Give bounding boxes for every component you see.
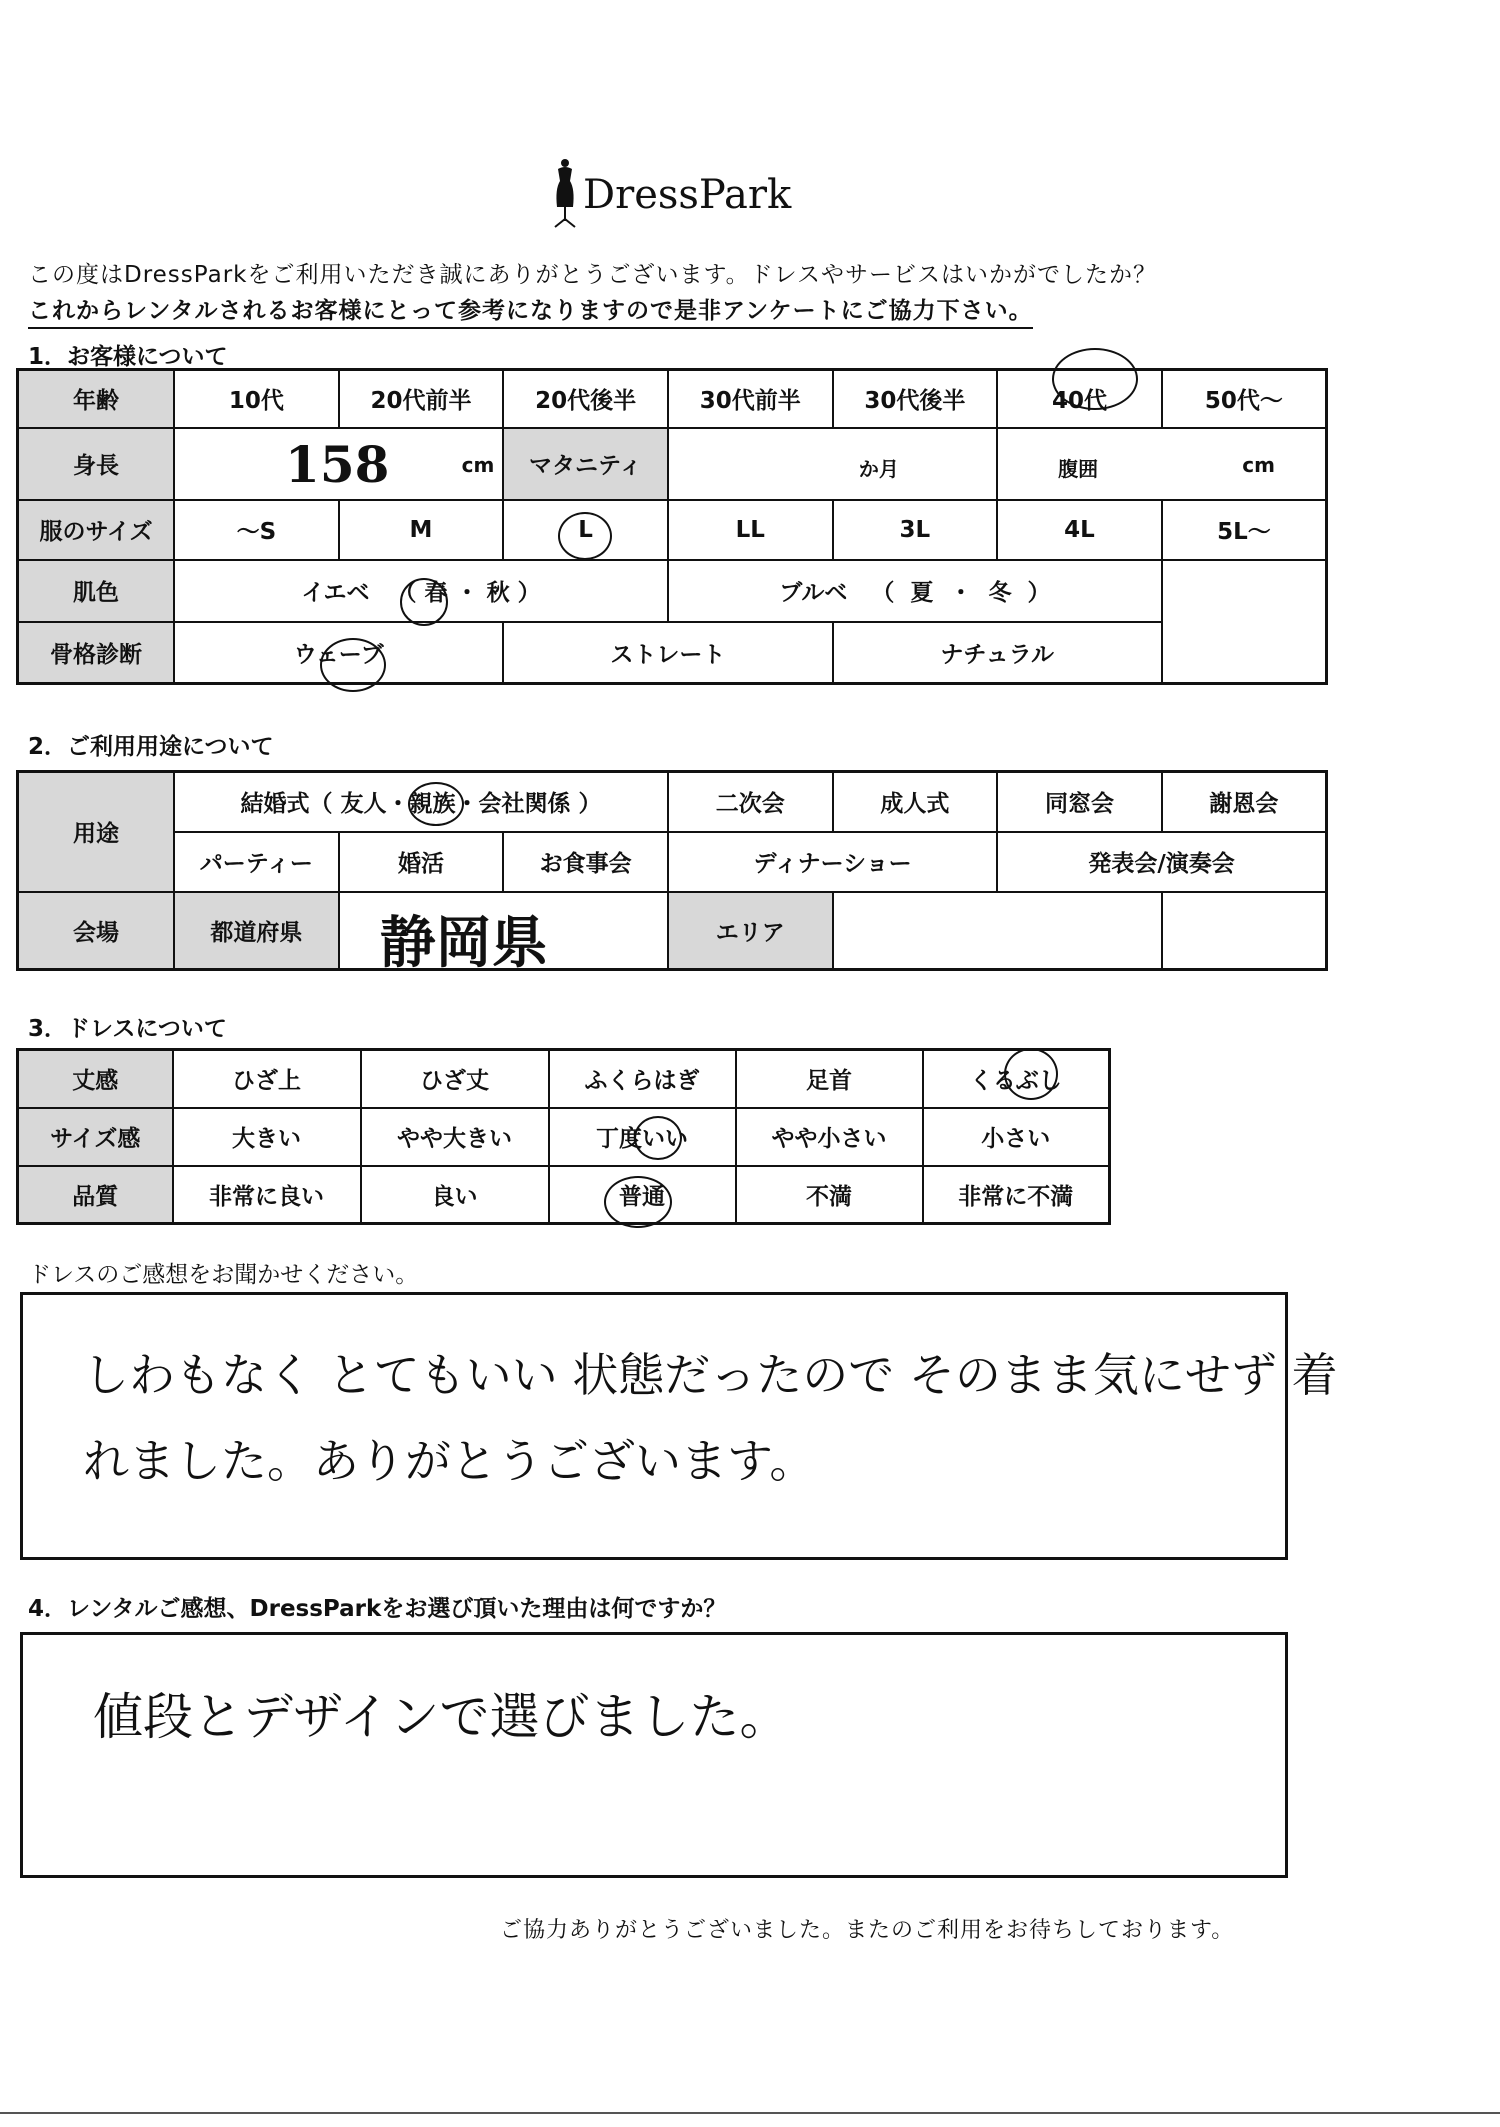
skeleton-label: 骨格診断 (18, 622, 175, 684)
skeleton-option-wave[interactable]: ウェーブ (174, 622, 503, 684)
impressions-prompt: ドレスのご感想をお聞かせください。 (28, 1262, 419, 1288)
height-field[interactable] (174, 428, 503, 500)
skeleton-blank-cell (1162, 622, 1327, 684)
dress-table (16, 1048, 1111, 1225)
age-option-late-20s[interactable]: 20代後半 (503, 370, 668, 428)
impressions-line-1: しわもなく とてもいい 状態だったので そのまま気にせず 着 (83, 1348, 1338, 1402)
length-option-knee[interactable]: ひざ丈 (361, 1050, 549, 1108)
skin-blank-cell (1162, 560, 1327, 622)
reason-answer: 値段とデザインで選びました。 (93, 1688, 790, 1746)
section-4-title: 4．レンタルご感想、DressParkをお選び頂いた理由は何ですか？ (28, 1596, 727, 1622)
prefecture-value: 静岡県 (379, 909, 548, 970)
skin-blue-close-paren: ） (1027, 580, 1051, 606)
quality-label: 品質 (18, 1166, 173, 1224)
quality-option-excellent[interactable]: 非常に良い (173, 1166, 361, 1224)
purpose-thanks-party[interactable]: 謝恩会 (1162, 772, 1327, 832)
usage-table (16, 770, 1328, 971)
size-option-l[interactable]: L (503, 500, 668, 560)
section-3-title: 3．ドレスについて (28, 1016, 227, 1042)
age-option-40s[interactable]: 40代 (997, 370, 1162, 428)
venue-label: 会場 (18, 892, 175, 970)
age-label: 年齢 (18, 370, 175, 428)
skin-blue-label: ブルベ (779, 580, 848, 606)
maternity-field[interactable] (668, 428, 997, 500)
quality-option-dissatisfied[interactable]: 不満 (736, 1166, 923, 1224)
customer-info-table (16, 368, 1328, 685)
skin-autumn[interactable]: 秋 (486, 580, 510, 606)
length-label: 丈感 (18, 1050, 173, 1108)
bottom-scan-line (0, 2112, 1500, 2114)
age-option-10s[interactable]: 10代 (174, 370, 339, 428)
skin-yellow-base[interactable] (174, 560, 668, 622)
purpose-party[interactable]: パーティー (174, 832, 339, 892)
quality-option-very-dissatisfied[interactable]: 非常に不満 (923, 1166, 1110, 1224)
reason-box[interactable] (20, 1632, 1288, 1878)
quality-option-average[interactable]: 普通 (549, 1166, 736, 1224)
maternity-label: マタニティ (503, 428, 668, 500)
section-2-title: 2．ご利用用途について (28, 734, 274, 760)
intro-line-1: この度はDressParkをご利用いただき誠にありがとうございます。ドレスやサービスはいかがでしたか？ (28, 262, 1157, 288)
impressions-line-2: れました。ありがとうございます。 (83, 1434, 816, 1488)
impressions-box[interactable] (20, 1292, 1338, 1560)
skin-dot: ・ (455, 580, 479, 606)
fit-option-just-right[interactable]: 丁度いい (549, 1108, 736, 1166)
height-unit: cm (461, 452, 495, 477)
fit-option-small[interactable]: 小さい (923, 1108, 1110, 1166)
intro-line-2: これからレンタルされるお客様にとって参考になりますので是非アンケートにご協力下さい。 (28, 292, 1033, 329)
size-option-m[interactable]: M (339, 500, 504, 560)
waist-unit: cm (1242, 452, 1275, 477)
fit-label: サイズ感 (18, 1108, 173, 1166)
length-option-ankle[interactable]: 足首 (736, 1050, 923, 1108)
skin-close-paren: ） (517, 580, 541, 606)
purpose-matchmaking[interactable]: 婚活 (339, 832, 504, 892)
skin-blue-open-paren: （ (871, 580, 895, 606)
purpose-reunion[interactable]: 同窓会 (997, 772, 1162, 832)
skin-blue-dot: ・ (949, 580, 973, 606)
skeleton-option-natural[interactable]: ナチュラル (833, 622, 1162, 684)
age-option-early-30s[interactable]: 30代前半 (668, 370, 833, 428)
skeleton-option-straight[interactable]: ストレート (503, 622, 832, 684)
size-option-ll[interactable]: LL (668, 500, 833, 560)
area-field[interactable] (833, 892, 1162, 970)
skin-yellow-label: イエベ (301, 580, 370, 606)
height-value: 158 (285, 434, 390, 494)
purpose-wedding[interactable]: 結婚式（ 友人・親族・会社関係 ） (174, 772, 668, 832)
maternity-unit: か月 (858, 456, 899, 481)
height-label: 身長 (18, 428, 175, 500)
section-1-title: 1．お客様について (28, 344, 228, 370)
purpose-dinner-show[interactable]: ディナーショー (668, 832, 997, 892)
length-option-above-knee[interactable]: ひざ上 (173, 1050, 361, 1108)
size-option-s[interactable]: ～S (174, 500, 339, 560)
quality-option-good[interactable]: 良い (361, 1166, 549, 1224)
size-option-4l[interactable]: 4L (997, 500, 1162, 560)
length-option-anklebone[interactable]: くるぶし (923, 1050, 1110, 1108)
waist-label: 腹囲 (1058, 456, 1099, 481)
purpose-coming-of-age[interactable]: 成人式 (833, 772, 998, 832)
skin-spring[interactable]: 春 (424, 580, 448, 606)
closing-message: ご協力ありがとうございました。またのご利用をお待ちしております。 (500, 1918, 1235, 1943)
skin-open-paren: （ (393, 580, 417, 606)
purpose-dinner-meeting[interactable]: お食事会 (503, 832, 668, 892)
skin-blue-base[interactable] (668, 560, 1162, 622)
purpose-label: 用途 (18, 772, 175, 892)
size-label: 服のサイズ (18, 500, 175, 560)
skin-summer[interactable]: 夏 (910, 580, 934, 606)
area-label: エリア (668, 892, 833, 970)
fit-option-slightly-large[interactable]: やや大きい (361, 1108, 549, 1166)
age-option-late-30s[interactable]: 30代後半 (833, 370, 998, 428)
size-option-3l[interactable]: 3L (833, 500, 998, 560)
brand-logo-text: DressPark (583, 172, 792, 218)
purpose-afterparty[interactable]: 二次会 (668, 772, 833, 832)
skin-winter[interactable]: 冬 (988, 580, 1012, 606)
age-option-50s[interactable]: 50代～ (1162, 370, 1327, 428)
skin-label: 肌色 (18, 560, 175, 622)
waist-field[interactable] (997, 428, 1326, 500)
age-option-early-20s[interactable]: 20代前半 (339, 370, 504, 428)
prefecture-field[interactable] (339, 892, 668, 970)
size-option-5l[interactable]: 5L～ (1162, 500, 1327, 560)
length-option-calf[interactable]: ふくらはぎ (549, 1050, 736, 1108)
fit-option-large[interactable]: 大きい (173, 1108, 361, 1166)
prefecture-label: 都道府県 (174, 892, 339, 970)
fit-option-slightly-small[interactable]: やや小さい (736, 1108, 923, 1166)
venue-blank-cell (1162, 892, 1327, 970)
purpose-recital[interactable]: 発表会/演奏会 (997, 832, 1326, 892)
